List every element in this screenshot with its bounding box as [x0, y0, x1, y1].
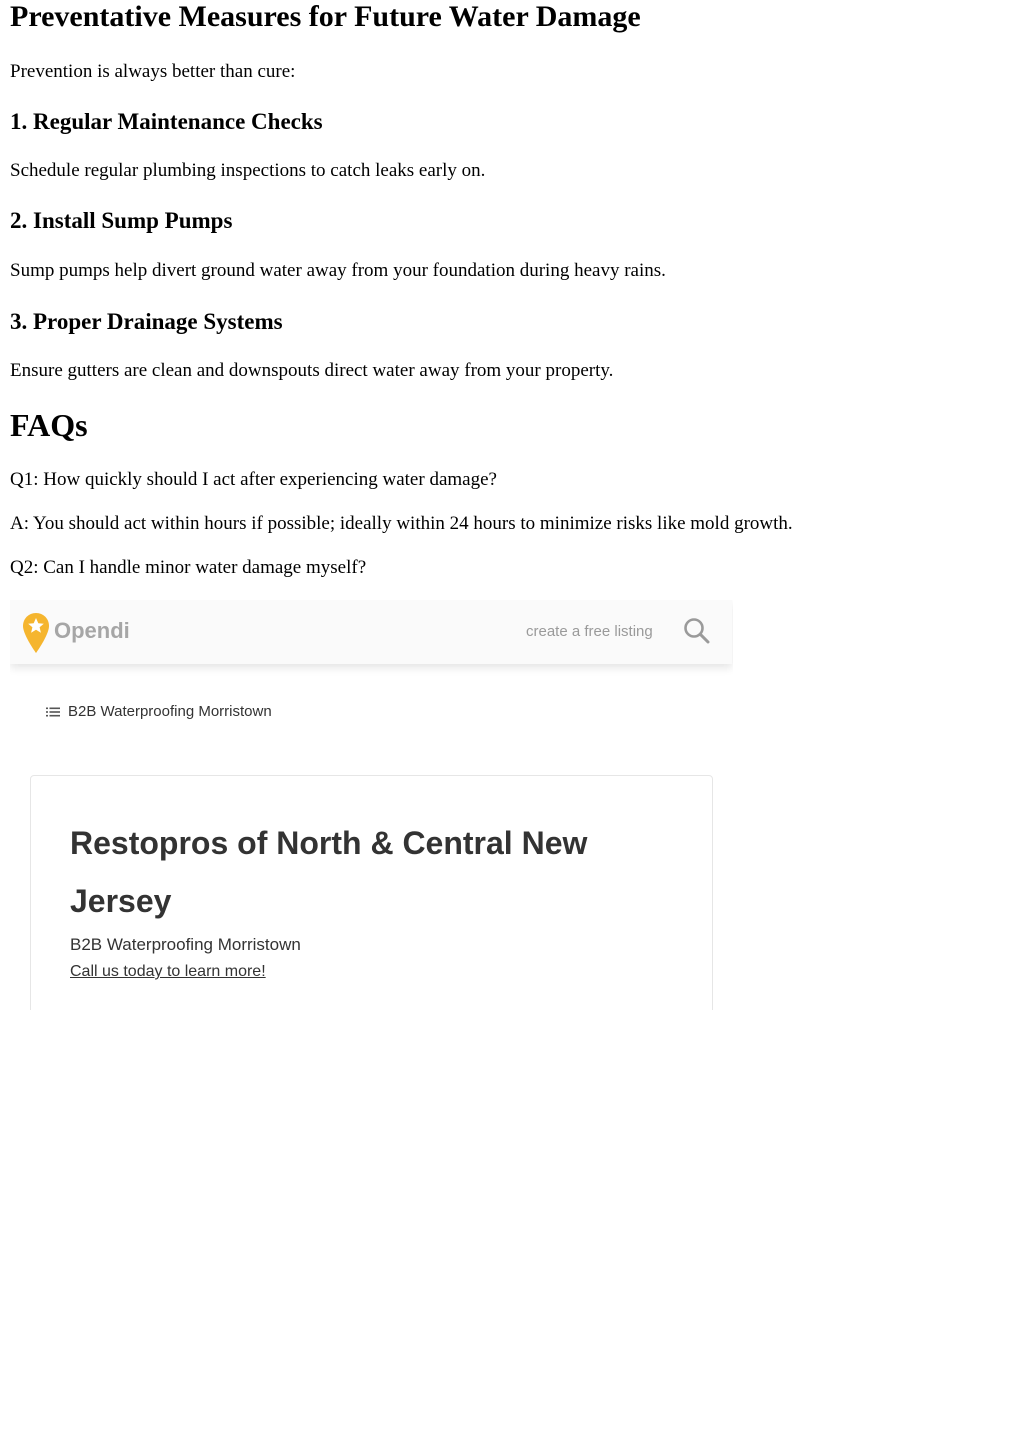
business-card: [30, 775, 713, 1010]
breadcrumb: [46, 701, 272, 723]
intro-text: Prevention is always better than cure:: [10, 61, 296, 82]
call-to-action-link[interactable]: Call us today to learn more!: [70, 963, 266, 980]
brand-name[interactable]: Opendi: [54, 618, 130, 643]
search-icon[interactable]: [682, 616, 712, 646]
faq-question: Q2: Can I handle minor water damage myself?: [10, 557, 367, 578]
section-title: 1. Regular Maintenance Checks: [10, 109, 323, 134]
section-title: 3. Proper Drainage Systems: [10, 309, 283, 334]
section-title: 2. Install Sump Pumps: [10, 208, 233, 233]
section-text: Schedule regular plumbing inspections to catch leaks early on.: [10, 160, 486, 181]
business-category: B2B Waterproofing Morristown: [70, 935, 301, 954]
page-title: Preventative Measures for Future Water Damage: [10, 0, 641, 33]
map-pin-star-icon[interactable]: [22, 612, 50, 654]
breadcrumb-link[interactable]: B2B Waterproofing Morristown: [68, 703, 272, 720]
faq-heading: FAQs: [10, 407, 88, 443]
business-title: Restopros of North & Central New Jersey: [70, 825, 588, 919]
opendi-widget: [10, 600, 733, 1010]
list-icon: [46, 707, 60, 717]
widget-header: [10, 600, 732, 664]
section-text: Ensure gutters are clean and downspouts direct water away from your property.: [10, 360, 614, 381]
section-text: Sump pumps help divert ground water away from your foundation during heavy rains.: [10, 260, 666, 281]
faq-question: Q1: How quickly should I act after experiencing water damage?: [10, 469, 497, 490]
faq-answer: A: You should act within hours if possible; ideally within 24 hours to minimize risks like mold growth.: [10, 513, 793, 534]
create-listing-link[interactable]: create a free listing: [526, 623, 653, 640]
